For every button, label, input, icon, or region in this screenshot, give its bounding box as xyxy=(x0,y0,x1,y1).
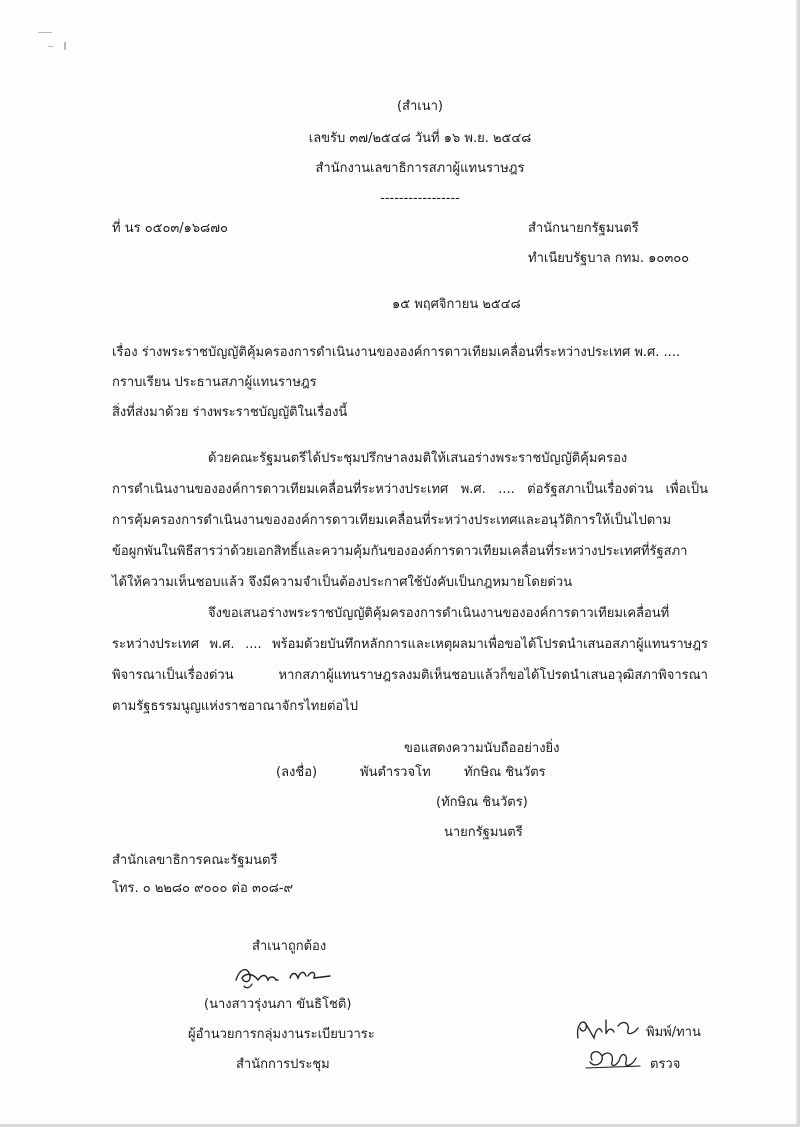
scan-edge-right xyxy=(796,0,800,1127)
contact-office: สำนักเลขาธิการคณะรัฐมนตรี xyxy=(112,853,278,868)
signer-rank: พันตำรวจโท xyxy=(360,765,431,780)
scan-speck xyxy=(48,46,54,47)
closing-regards: ขอแสดงความนับถืออย่างยิ่ง xyxy=(404,741,560,756)
certifier-office: สำนักการประชุม xyxy=(236,1057,330,1072)
letter-date: ๑๕ พฤศจิกายน ๒๕๔๘ xyxy=(392,297,521,312)
receiving-office: สำนักงานเลขาธิการสภาผู้แทนราษฎร xyxy=(315,161,525,176)
para2-line4: ตามรัฐธรรมนูญแห่งราชอาณาจักรไทยต่อไป xyxy=(112,699,359,714)
header-separator: ----------------- xyxy=(380,191,460,206)
certified-copy-label: สำเนาถูกต้อง xyxy=(252,939,327,954)
receipt-line: เลขรับ ๓๗/๒๕๔๘ วันที่ ๑๖ พ.ย. ๒๕๔๘ xyxy=(308,131,532,146)
sender-office: สำนักนายกรัฐมนตรี xyxy=(528,221,639,236)
reference-number: ที่ นร ๐๕๐๓/๑๖๘๗๐ xyxy=(112,221,228,236)
scan-speck xyxy=(64,42,66,50)
subject-line: เรื่อง ร่างพระราชบัญญัติคุ้มครองการดำเนินงานขององค์การดาวเทียมเคลื่อนที่ระหว่างประเทศ พ.ศ. .... xyxy=(112,345,681,360)
para1-line2: การดำเนินงานขององค์การดาวเทียมเคลื่อนที่ระหว่างประเทศ พ.ศ. .... ต่อรัฐสภาเป็นเรื่องด่วน เพื่อเป็น xyxy=(112,482,708,497)
checker-initials-icon xyxy=(584,1046,646,1072)
para1-line3: การคุ้มครองการดำเนินงานขององค์การดาวเทียมเคลื่อนที่ระหว่างประเทศและอนุวัติการให้เป็นไปตาม xyxy=(112,513,672,528)
para1-line5: ได้ให้ความเห็นชอบแล้ว จึงมีความจำเป็นต้องประกาศใช้บังคับเป็นกฎหมายโดยด่วน xyxy=(112,575,573,590)
checked-label: ตรวจ xyxy=(650,1057,681,1072)
scan-speck xyxy=(38,32,52,33)
para1-line1: ด้วยคณะรัฐมนตรีได้ประชุมปรึกษาลงมติให้เสนอร่างพระราชบัญญัติคุ้มครอง xyxy=(208,451,628,466)
para1-line4: ข้อผูกพันในพิธีสารว่าด้วยเอกสิทธิ์และความคุ้มกันขององค์การดาวเทียมเคลื่อนที่ระหว่างประเทศที่รัฐสภา xyxy=(112,544,688,559)
salutation: กราบเรียน ประธานสภาผู้แทนราษฎร xyxy=(112,375,317,390)
enclosure-line: สิ่งที่ส่งมาด้วย ร่างพระราชบัญญัติในเรื่องนี้ xyxy=(112,405,348,420)
certifier-name: (นางสาวรุ่งนภา ขันธิโชติ) xyxy=(204,997,352,1012)
para2-line1: จึงขอเสนอร่างพระราชบัญญัติคุ้มครองการดำเนินงานขององค์การดาวเทียมเคลื่อนที่ xyxy=(208,606,670,621)
signer-name: ทักษิณ ชินวัตร xyxy=(464,765,546,780)
copy-mark: (สำเนา) xyxy=(396,99,443,114)
para2-line3: พิจารณาเป็นเรื่องด่วน หากสภาผู้แทนราษฎรลงมติเห็นชอบแล้วก็ขอได้โปรดนำเสนอวุฒิสภาพิจารณา xyxy=(112,668,708,683)
certifier-role: ผู้อำนวยการกลุ่มงานระเบียบวาระ xyxy=(188,1027,375,1042)
signed-label: (ลงชื่อ) xyxy=(276,765,318,780)
typed-label: พิมพ์/ทาน xyxy=(646,1025,701,1040)
signer-name-parenthesized: (ทักษิณ ชินวัตร) xyxy=(436,795,528,810)
sender-address: ทำเนียบรัฐบาล กทม. ๑๐๓๐๐ xyxy=(528,251,690,266)
handwritten-signature-icon xyxy=(232,958,342,992)
contact-phone: โทร. ๐ ๒๒๘๐ ๙๐๐๐ ต่อ ๓๐๘-๙ xyxy=(112,881,294,896)
signer-position: นายกรัฐมนตรี xyxy=(444,825,523,840)
para2-line2: ระหว่างประเทศ พ.ศ. .... พร้อมด้วยบันทึกหลักการและเหตุผลมาเพื่อขอได้โปรดนำเสนอสภาผู้แทนราษฎร xyxy=(112,637,708,652)
typist-initials-icon xyxy=(572,1014,644,1042)
